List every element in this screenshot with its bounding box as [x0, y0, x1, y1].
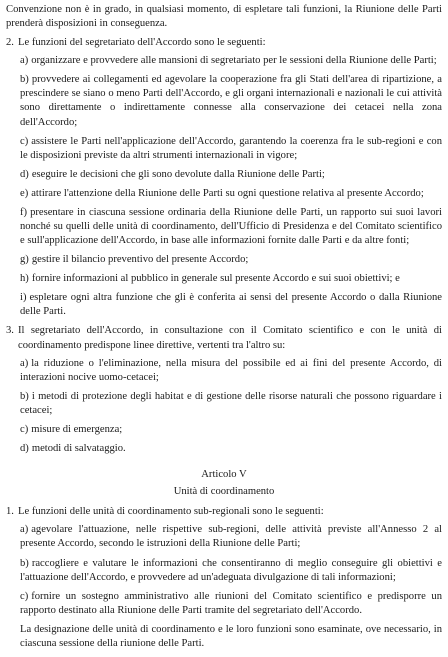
item-text: assistere le Parti nell'applicazione dell'Accordo, garantendo la coerenza fra le sub-regioni e con le disposizioni previste da altri strumenti internazionali in vigore; [20, 135, 442, 161]
item-label: c) [20, 135, 29, 147]
item-label: b) [20, 557, 29, 569]
section-2 [6, 36, 442, 50]
item-text: agevolare l'attuazione, nelle rispettive sub-regioni, delle attività previste all'Annesso 2 al presente Accordo, secondo le istruzioni della Riunione delle Parti; [20, 524, 442, 550]
list-item [20, 291, 442, 319]
section-intro: Il segretariato dell'Accordo, in consultazione con il Comitato scientifico e con le unità di coordinamento predispone linee direttive, vertenti tra l'altro su: [18, 325, 442, 351]
section-2-list [20, 54, 442, 319]
item-label: c) [20, 423, 29, 435]
item-label: g) [20, 254, 29, 266]
list-item [20, 272, 442, 286]
item-label: h) [20, 273, 29, 285]
list-item [20, 253, 442, 267]
item-label: a) [20, 357, 29, 369]
closing-paragraph: La designazione delle unità di coordinamento e le loro funzioni sono esaminate, ove necessario, in ciascuna sessione della riunione delle Parti. [20, 623, 442, 649]
list-item [20, 54, 442, 68]
list-item [20, 135, 442, 163]
item-text: provvedere ai collegamenti ed agevolare la cooperazione fra gli Stati dell'area di ripartizione, a prescindere se siano o meno Parti dell'Accordo, e gli organi internazionali e nazionali le cui attività sono direttamente o indirettamente connesse alla conservazione dei cetacei nella zona dell'Accordo; [20, 74, 442, 128]
section-3 [6, 324, 442, 352]
list-item [20, 523, 442, 551]
list-item [20, 442, 442, 456]
list-item [20, 168, 442, 182]
section-number: 1. [6, 506, 14, 518]
item-text: fornire un sostegno amministrativo alle riunioni del Comitato scientifico e predisporre un rapporto destinato alla Riunione delle Parti tramite del segretariato dell'Accordo. [20, 590, 442, 616]
item-text: attirare l'attenzione della Riunione delle Parti su ogni questione relativa al presente Accordo; [31, 187, 424, 199]
item-text: metodi di salvataggio. [31, 443, 126, 455]
item-text: presentare in ciascuna sessione ordinaria della Riunione delle Parti, un rapporto sui suoi lavori nonché su quelli delle unità di coordinamento, dell'Ufficio di Presidenza e del Comitato scientifico e sull'applicazione dell'Accordo, in base alle informazioni fornite dalle Parti e da altre fonti; [20, 206, 442, 247]
item-label: c) [20, 590, 29, 602]
list-item [20, 357, 442, 385]
item-text: misure di emergenza; [31, 423, 123, 435]
list-item [20, 206, 442, 248]
list-item [20, 73, 442, 129]
item-label: b) [20, 390, 29, 402]
item-text: fornire informazioni al pubblico in generale sul presente Accordo e sui suoi obiettivi; e [31, 273, 400, 285]
item-label: a) [20, 55, 29, 67]
section-intro: Le funzioni delle unità di coordinamento sub-regionali sono le seguenti: [18, 506, 324, 518]
article-section-1 [6, 505, 442, 519]
item-text: i metodi di protezione degli habitat e di gestione delle risorse naturali che possono riguardare i cetacei; [20, 390, 442, 416]
section-intro: Le funzioni del segretariato dell'Accordo sono le seguenti: [18, 37, 266, 49]
item-label: e) [20, 187, 29, 199]
item-label: i) [20, 292, 27, 304]
item-label: d) [20, 443, 29, 455]
list-item [20, 187, 442, 201]
list-item [20, 557, 442, 585]
list-item [20, 423, 442, 437]
item-label: f) [20, 206, 28, 218]
intro-paragraph: Convenzione non è in grado, in qualsiasi momento, di espletare tali funzioni, la Riunione delle Parti prenderà disposizioni in conseguenza. [6, 4, 442, 30]
item-text: la riduzione o l'eliminazione, nella misura del possibile ed ai fini del presente Accordo, di interazioni nocive uomo-cetacei; [20, 357, 442, 383]
section-number: 2. [6, 37, 14, 49]
item-label: a) [20, 524, 29, 536]
section-3-list [20, 357, 442, 456]
list-item [20, 590, 442, 618]
item-text: eseguire le decisioni che gli sono devolute dalla Riunione delle Parti; [31, 168, 325, 180]
item-text: espletare ogni altra funzione che gli è conferita ai sensi del presente Accordo o dalla Riunione delle Parti. [20, 292, 442, 318]
article-heading: Articolo V [201, 469, 247, 481]
section-number: 3. [6, 325, 14, 337]
item-label: b) [20, 74, 29, 86]
item-label: d) [20, 168, 29, 180]
item-text: gestire il bilancio preventivo del presente Accordo; [31, 254, 249, 266]
item-text: organizzare e provvedere alle mansioni di segretariato per le sessioni della Riunione delle Parti; [31, 55, 437, 67]
item-text: raccogliere e valutare le informazioni che consentiranno di meglio conseguire gli obiettivi e l'attuazione dell'Accordo, e provvedere ad un'adeguata divulgazione di tali informazioni; [20, 557, 442, 583]
article-subheading: Unità di coordinamento [173, 486, 275, 498]
list-item [20, 390, 442, 418]
article-section-1-list [20, 523, 442, 617]
